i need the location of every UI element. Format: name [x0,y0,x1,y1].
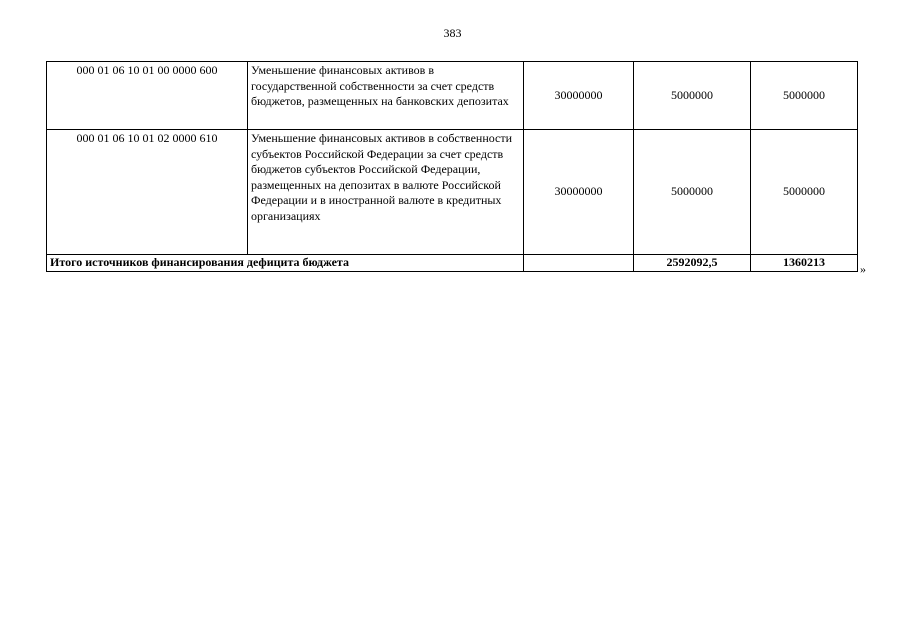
value-col1: 30000000 [524,62,634,130]
value-col1: 30000000 [524,130,634,255]
budget-code: 000 01 06 10 01 02 0000 610 [47,130,248,255]
value-col3: 5000000 [751,62,858,130]
table-row [47,62,858,130]
value-col2: 5000000 [634,62,751,130]
total-col3: 1360213 [751,255,858,272]
total-col2: 2592092,5 [634,255,751,272]
total-col1 [524,255,634,272]
budget-sources-table [46,61,858,272]
value-col3: 5000000 [751,130,858,255]
closing-quote-mark: » [860,262,866,276]
total-row [47,255,858,272]
row-description: Уменьшение финансовых активов в собственности субъектов Российской Федерации за счет средств бюджетов субъектов Российской Федерации, размещенных на депозитах в валюте Российской Федерации и в иностранной валюте в кредитных организациях [248,130,524,255]
page-number: 383 [443,26,462,40]
total-label: Итого источников финансирования дефицита бюджета [47,255,524,272]
table-row [47,130,858,255]
budget-code: 000 01 06 10 01 00 0000 600 [47,62,248,130]
value-col2: 5000000 [634,130,751,255]
row-description: Уменьшение финансовых активов в государственной собственности за счет средств бюджетов, размещенных на банковских депозитах [248,62,524,130]
